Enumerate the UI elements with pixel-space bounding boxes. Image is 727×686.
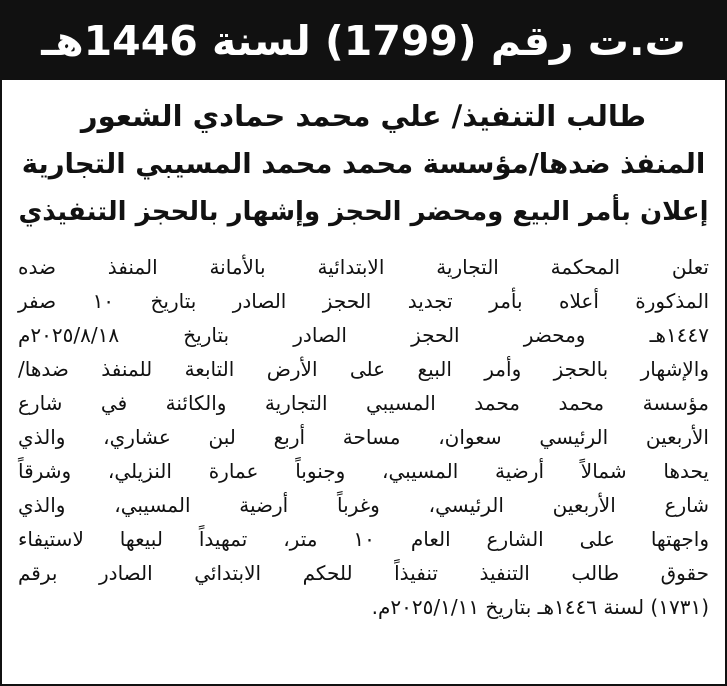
- body-line: الأربعين الرئيسي سعوان، مساحة أربع لبن عشاري، والذي: [18, 425, 709, 449]
- body-line: المذكورة أعلاه بأمر تجديد الحجز الصادر بتاريخ ١٠ صفر: [18, 289, 709, 313]
- body-line: مؤسسة محمد محمد المسيبي التجارية والكائنة في شارع: [18, 391, 709, 415]
- requester-heading: طالب التنفيذ/ علي محمد حمادي الشعور: [80, 99, 647, 133]
- body-line: تعلن المحكمة التجارية الابتدائية بالأمانة المنفذ ضده: [18, 255, 709, 279]
- body-line: ١٤٤٧هـ ومحضر الحجز الصادر بتاريخ ٢٠٢٥/٨/١٨م: [18, 323, 709, 347]
- body-line: حقوق طالب التنفيذ تنفيذاً للحكم الابتدائي الصادر برقم: [18, 561, 709, 585]
- body-line: والإشهار بالحجز وأمر البيع على الأرض التابعة للمنفذ ضدها/: [18, 357, 709, 381]
- notice-headings: [18, 92, 709, 236]
- notice-body: [18, 250, 709, 624]
- notice-banner: [2, 2, 725, 80]
- body-line: واجهتها على الشارع العام ١٠ متر، تمهيداً لبيعها لاستيفاء: [18, 527, 709, 551]
- respondent-heading: المنفذ ضدها/مؤسسة محمد محمد المسيبي التجارية: [21, 148, 706, 180]
- notice-number-title: ت.ت رقم (1799) لسنة 1446هـ: [41, 17, 686, 65]
- body-line: (١٧٣١) لسنة ١٤٤٦هـ بتاريخ ٢٠٢٥/١/١١م.: [371, 595, 709, 619]
- body-line: يحدها شمالاً أرضية المسيبي، وجنوباً عمارة النزيلي، وشرقاً: [18, 459, 709, 483]
- subject-heading: إعلان بأمر البيع ومحضر الحجز وإشهار بالحجز التنفيذي: [18, 197, 709, 227]
- body-line: شارع الأربعين الرئيسي، وغرباً أرضية المسيبي، والذي: [18, 493, 709, 517]
